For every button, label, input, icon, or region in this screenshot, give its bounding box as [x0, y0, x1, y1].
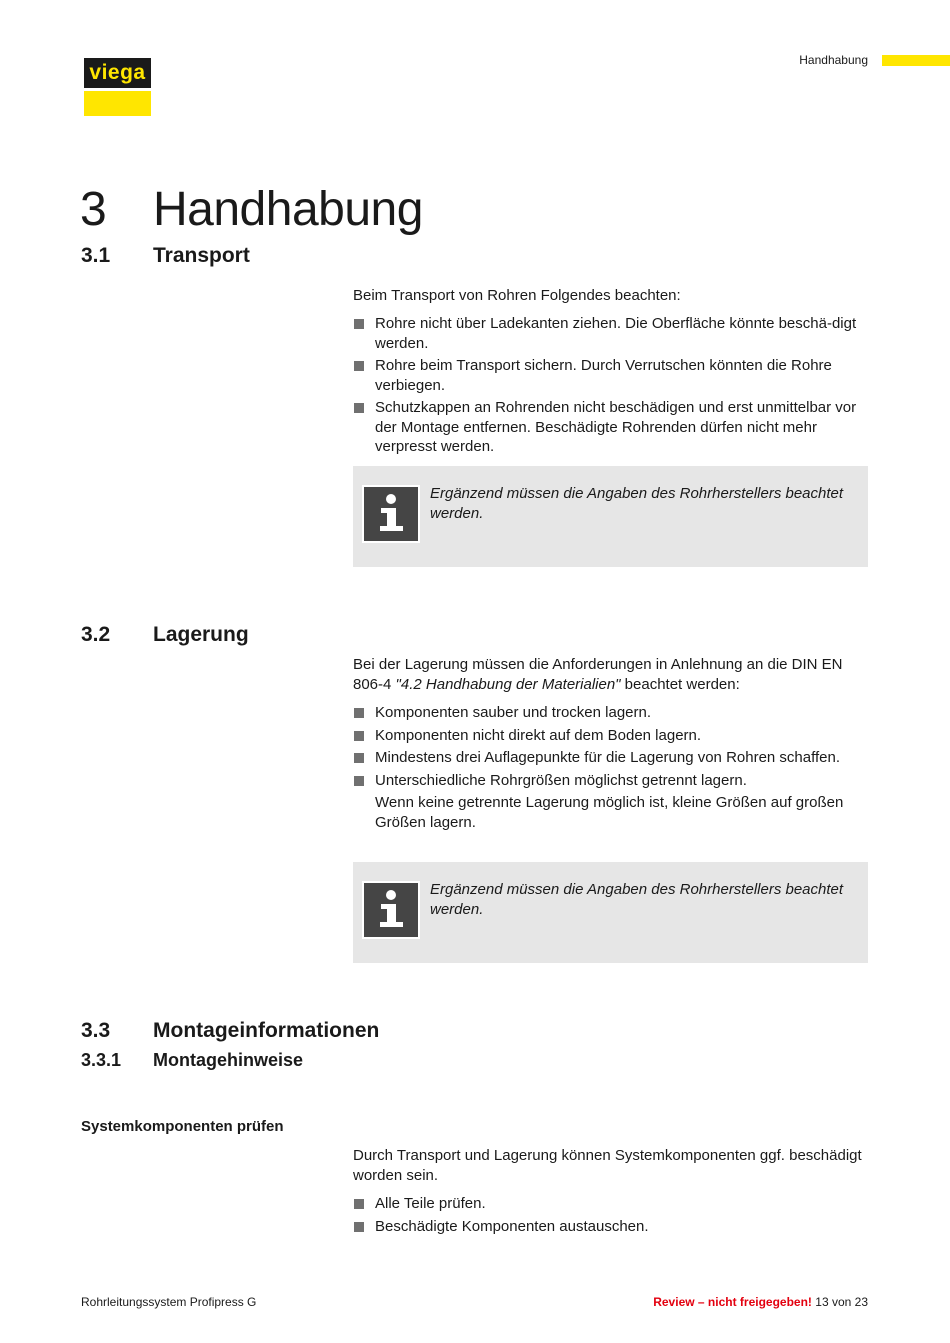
subsection-title: Montagehinweise	[153, 1050, 304, 1070]
header-accent-bar	[882, 55, 950, 66]
section-number: 3.2	[81, 623, 111, 646]
footer-page-info	[653, 1295, 868, 1309]
lagerung-intro: Bei der Lagerung müssen die Anforderungen in Anlehnung an die DIN EN 806-4 "4.2 Handhabung der Materialien" beachtet werden:	[353, 656, 843, 693]
chapter-number: 3	[80, 183, 107, 236]
norm-reference: "4.2 Handhabung der Materialien"	[395, 675, 621, 693]
info-icon	[362, 485, 420, 543]
footer-document-title: Rohrleitungssystem Profipress G	[81, 1295, 257, 1309]
info-text: Ergänzend müssen die Angaben des Rohrherstellers beachtet werden.	[430, 485, 844, 522]
logo-wordmark: viega	[84, 58, 151, 88]
section-heading-montage	[81, 1019, 379, 1043]
review-notice: Review – nicht freigegeben!	[653, 1295, 812, 1309]
lagerung-bullet-list	[353, 703, 868, 835]
subsection-number: 3.3.1	[81, 1050, 122, 1070]
list-item: Schutzkappen an Rohrenden nicht beschädigen und erst unmittelbar vor der Montage entfernen. Beschädigte Rohrenden dürfen nicht mehr verpresst werden.	[353, 398, 868, 457]
logo-yellow-block	[84, 91, 151, 116]
montage-intro: Durch Transport und Lagerung können Systemkomponenten ggf. beschädigt worden sein.	[353, 1147, 862, 1184]
info-box-lagerung	[353, 862, 868, 963]
list-item: Komponenten nicht direkt auf dem Boden lagern.	[353, 726, 868, 746]
subsection-heading-montagehinweise	[81, 1050, 303, 1071]
info-icon	[362, 881, 420, 939]
list-item: Alle Teile prüfen.	[353, 1194, 868, 1214]
list-item: Komponenten sauber und trocken lagern.	[353, 703, 868, 723]
section-heading-transport	[81, 244, 250, 268]
transport-intro: Beim Transport von Rohren Folgendes beachten:	[353, 287, 681, 304]
section-number: 3.3	[81, 1019, 111, 1042]
transport-bullet-list	[353, 314, 868, 460]
list-item: Rohre nicht über Ladekanten ziehen. Die Oberfläche könnte beschä-digt werden.	[353, 314, 868, 353]
info-text: Ergänzend müssen die Angaben des Rohrherstellers beachtet werden.	[430, 881, 844, 918]
viega-logo	[84, 58, 151, 116]
page-number: 13 von 23	[815, 1295, 868, 1309]
section-title: Lagerung	[153, 623, 249, 646]
montage-bullet-list	[353, 1194, 868, 1239]
info-box-transport	[353, 466, 868, 567]
bullet-continuation: Wenn keine getrennte Lagerung möglich ist, kleine Größen auf großen Größen lagern.	[375, 794, 844, 831]
section-title: Montageinformationen	[153, 1019, 380, 1042]
list-item: Rohre beim Transport sichern. Durch Verrutschen könnten die Rohre verbiegen.	[353, 356, 868, 395]
running-header: Handhabung	[799, 53, 868, 67]
list-item: Unterschiedliche Rohrgrößen möglichst getrennt lagern. Wenn keine getrennte Lagerung möglich ist, kleine Größen auf großen Größen lagern.	[353, 771, 868, 833]
subheading-systemkomponenten: Systemkomponenten prüfen	[81, 1118, 284, 1135]
chapter-title: Handhabung	[153, 183, 423, 236]
chapter-heading	[80, 182, 423, 237]
section-heading-lagerung	[81, 623, 249, 647]
list-item: Beschädigte Komponenten austauschen.	[353, 1217, 868, 1237]
section-title: Transport	[153, 244, 250, 267]
list-item: Mindestens drei Auflagepunkte für die Lagerung von Rohren schaffen.	[353, 748, 868, 768]
section-number: 3.1	[81, 244, 111, 267]
